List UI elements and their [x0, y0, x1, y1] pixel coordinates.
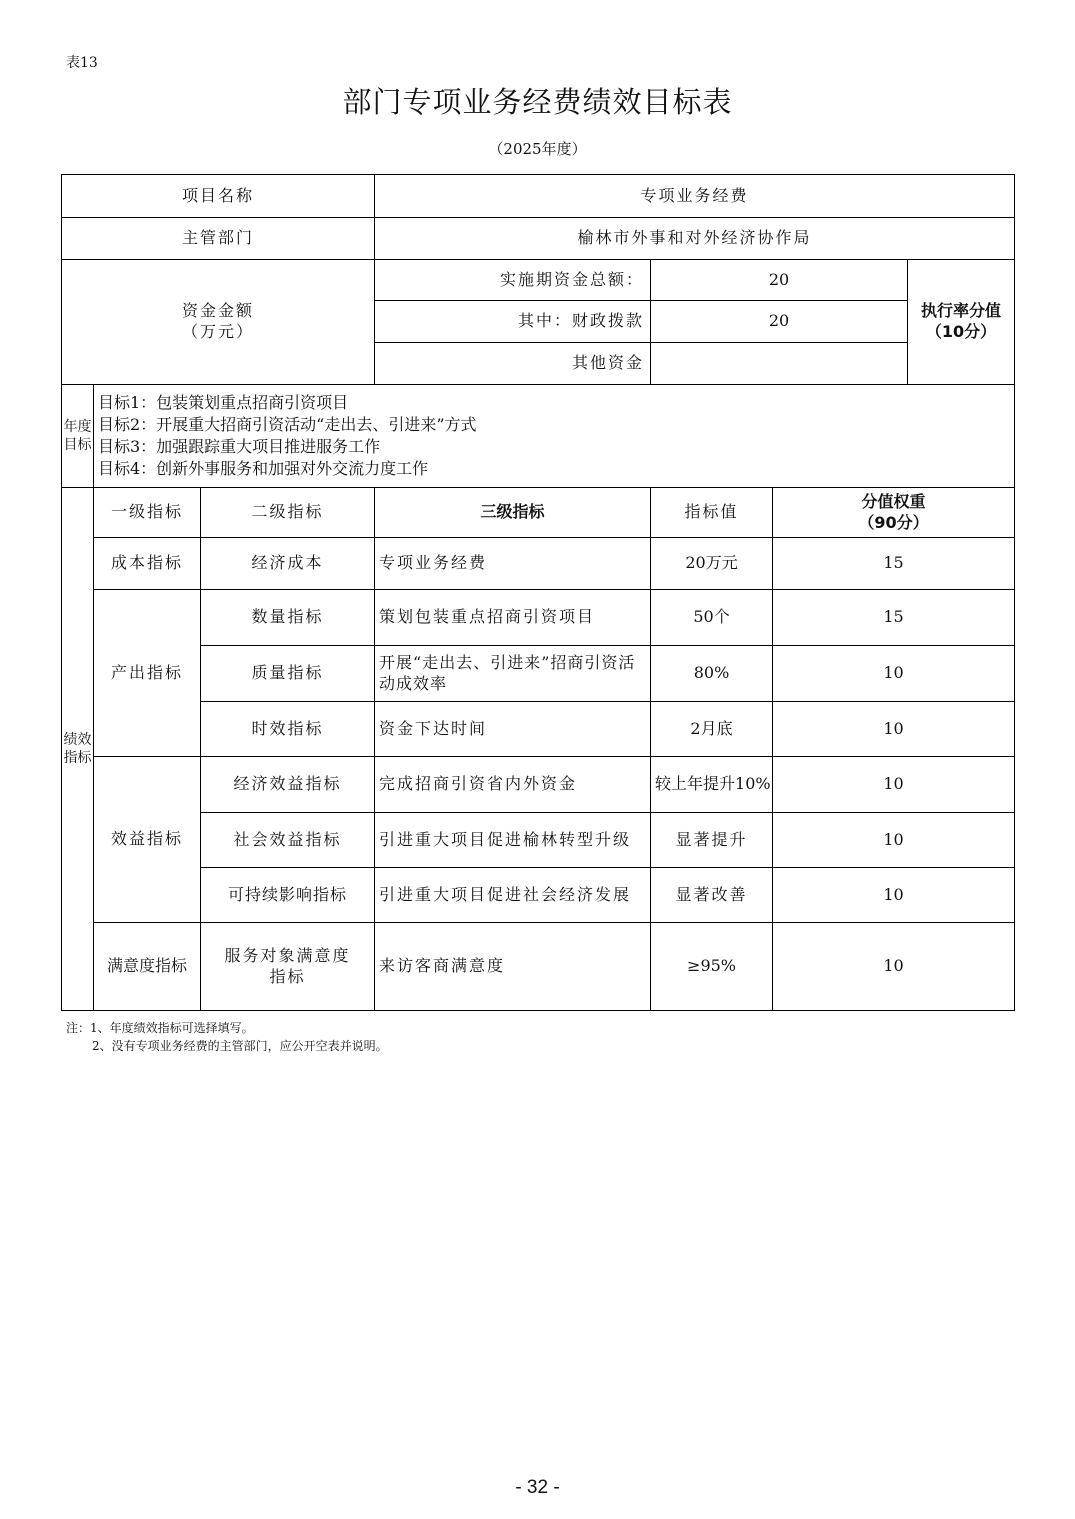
indicator-header-row: [62, 488, 1015, 538]
level3-cell: 完成招商引资省内外资金: [375, 757, 651, 813]
level3-cell: 引进重大项目促进社会经济发展: [375, 868, 651, 923]
table-row: [62, 646, 1015, 702]
level2-cell: 经济成本: [201, 538, 375, 590]
value-cell: 20万元: [651, 538, 773, 590]
value-cell: 较上年提升10%: [651, 757, 773, 813]
weight-cell: 10: [773, 757, 1015, 813]
weight-cell: 10: [773, 702, 1015, 757]
table-row: [62, 813, 1015, 868]
execution-rate-line2: （10分）: [925, 322, 997, 341]
level2-cell: 经济效益指标: [201, 757, 375, 813]
group-output-label: 产出指标: [94, 590, 201, 757]
funds-amount-label-line2: （万元）: [182, 322, 255, 341]
performance-target-table: [61, 174, 1015, 1011]
table-row: [62, 868, 1015, 923]
funds-total-row: [62, 260, 1015, 301]
project-name-label: 项目名称: [62, 175, 375, 218]
level3-cell: 来访客商满意度: [375, 923, 651, 1011]
annual-goals-section-label: 年度目标: [62, 385, 94, 488]
other-funds-label: 其他资金: [375, 343, 651, 385]
value-cell: 显著提升: [651, 813, 773, 868]
value-cell: 80%: [651, 646, 773, 702]
header-weight-line1: 分值权重: [861, 491, 926, 511]
level3-cell: 引进重大项目促进榆林转型升级: [375, 813, 651, 868]
footnotes: [66, 1019, 388, 1055]
project-name-row: [62, 175, 1015, 218]
level2-cell: 质量指标: [201, 646, 375, 702]
weight-cell: 15: [773, 538, 1015, 590]
weight-cell: 10: [773, 813, 1015, 868]
other-funds-value: [651, 343, 908, 385]
value-cell: 2月底: [651, 702, 773, 757]
page-number: - 32 -: [515, 1477, 560, 1498]
level2-cell: 社会效益指标: [201, 813, 375, 868]
header-level3: 三级指标: [375, 488, 651, 538]
department-value: 榆林市外事和对外经济协作局: [375, 218, 1015, 260]
performance-indicators-section-label: 绩效指标: [62, 488, 94, 1011]
funds-amount-label-line1: 资金金额: [182, 301, 255, 321]
footnote-line: 注：1、年度绩效指标可选择填写。: [66, 1021, 254, 1035]
total-funds-label: 实施期资金总额：: [375, 260, 651, 301]
header-level2: 二级指标: [201, 488, 375, 538]
group-benefit-label: 效益指标: [94, 757, 201, 923]
goal-item: 目标3：加强跟踪重大项目推进服务工作: [98, 437, 381, 456]
fiscal-funds-label: 其中：财政拨款: [375, 301, 651, 343]
table-number-label: 表13: [66, 55, 98, 71]
level3-cell: 资金下达时间: [375, 702, 651, 757]
execution-rate-score: [908, 260, 1015, 385]
page-title: 部门专项业务经费绩效目标表: [342, 85, 733, 119]
value-cell: ≥95%: [651, 923, 773, 1011]
header-level1: 一级指标: [94, 488, 201, 538]
department-row: [62, 218, 1015, 260]
value-cell: 显著改善: [651, 868, 773, 923]
level2-cell: 时效指标: [201, 702, 375, 757]
fiscal-funds-value: 20: [651, 301, 908, 343]
department-label: 主管部门: [62, 218, 375, 260]
execution-rate-line1: 执行率分值: [921, 301, 1002, 321]
table-row: [62, 590, 1015, 646]
table-row: [62, 702, 1015, 757]
group-satisfaction-label: 满意度指标: [94, 923, 201, 1011]
header-weight: [773, 488, 1015, 538]
fiscal-year-label: （2025年度）: [488, 140, 587, 158]
goal-item: 目标2：开展重大招商引资活动“走出去、引进来”方式: [98, 415, 477, 434]
footnote-line: 2、没有专项业务经费的主管部门，应公开空表并说明。: [92, 1039, 388, 1053]
value-cell: 50个: [651, 590, 773, 646]
level2-line1: 服务对象满意度: [224, 945, 351, 965]
annual-goals-row: [62, 385, 1015, 488]
level3-cell: 专项业务经费: [375, 538, 651, 590]
level3-cell: 策划包装重点招商引资项目: [375, 590, 651, 646]
goal-item: 目标4：创新外事服务和加强对外交流力度工作: [98, 459, 429, 478]
annual-goals-list: [94, 385, 1015, 488]
table-row: [62, 923, 1015, 1011]
goal-item: 目标1：包装策划重点招商引资项目: [98, 393, 349, 412]
weight-cell: 10: [773, 923, 1015, 1011]
funds-amount-label: [62, 260, 375, 385]
level2-cell: 数量指标: [201, 590, 375, 646]
project-name-value: 专项业务经费: [375, 175, 1015, 218]
level2-cell: 可持续影响指标: [201, 868, 375, 923]
weight-cell: 15: [773, 590, 1015, 646]
level3-cell: 开展“走出去、引进来”招商引资活动成效率: [375, 646, 651, 702]
group-cost-label: 成本指标: [94, 538, 201, 590]
weight-cell: 10: [773, 646, 1015, 702]
weight-cell: 10: [773, 868, 1015, 923]
header-weight-line2: （90分）: [858, 512, 929, 532]
table-row: [62, 538, 1015, 590]
header-value: 指标值: [651, 488, 773, 538]
table-row: [62, 757, 1015, 813]
total-funds-value: 20: [651, 260, 908, 301]
level2-line2: 指标: [269, 966, 306, 986]
level2-cell: [201, 923, 375, 1011]
